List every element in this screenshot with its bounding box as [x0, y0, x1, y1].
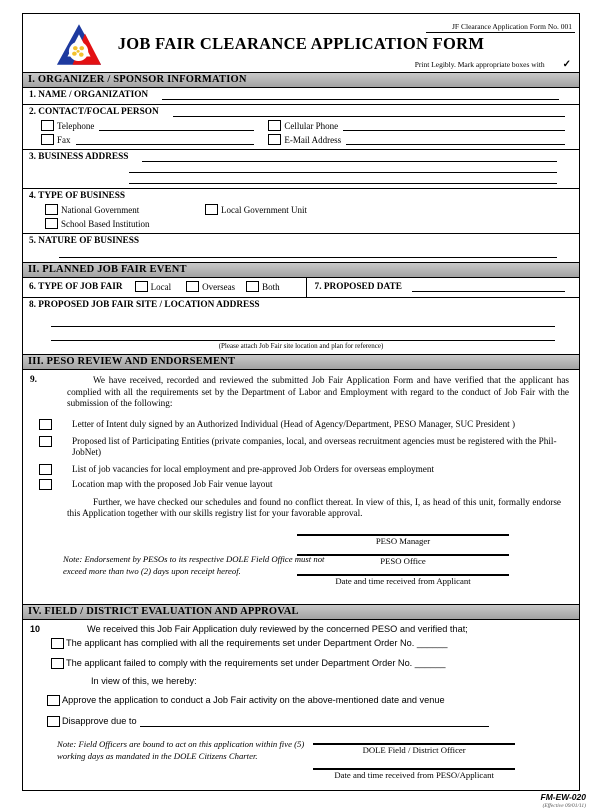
letter-of-intent-checkbox[interactable] [39, 419, 52, 430]
overseas-checkbox[interactable] [186, 281, 199, 292]
letter-of-intent-label: Letter of Intent duly signed by an Authorized Individual (Head of Agency/Department, PESO Manager, SUC President ) [72, 418, 516, 429]
email-checkbox[interactable] [268, 134, 281, 145]
email-label: E-Mail Address [284, 135, 342, 145]
hereby-text: In view of this, we hereby: [91, 676, 197, 687]
field-evaluation-intro: We received this Job Fair Application duly reviewed by the concerned PESO and verified that; [87, 624, 468, 635]
instruction-row [23, 57, 579, 72]
disapprove-checkbox[interactable] [47, 716, 60, 727]
school-based-line [45, 218, 205, 229]
title-row [23, 34, 579, 57]
requirement-letter-of-intent [27, 419, 571, 430]
fax-line [29, 134, 268, 145]
district-officer-signature-line[interactable] [313, 738, 515, 745]
form-footer [0, 793, 600, 809]
fax-checkbox[interactable] [41, 134, 54, 145]
email-line [268, 134, 573, 145]
local-label: Local [150, 281, 172, 292]
school-based-label: School Based Institution [61, 218, 150, 229]
district-officer-label: DOLE Field / District Officer [362, 745, 466, 756]
dole-logo-icon [56, 23, 102, 66]
requirement-participating-entities [27, 436, 571, 458]
nature-of-business-field[interactable] [59, 249, 557, 258]
approve-option [47, 695, 573, 707]
national-government-line [45, 204, 205, 215]
requirement-job-vacancies [27, 464, 571, 475]
jobfair-type-cell [23, 278, 307, 297]
field-date-received-label: Date and time received from PESO/Applicant [334, 770, 494, 781]
disapprove-option [47, 716, 573, 728]
peso-review-intro: We have received, recorded and reviewed the submitted Job Fair Application Form and have verified that the applicant has complied with all the requirements set by the Department of Labor and Employment with regard to the conduct of Job Fair with the submission of the following: [67, 375, 569, 409]
contact-person-row [23, 104, 579, 149]
requirement-location-map [27, 479, 571, 490]
peso-review-body [23, 370, 579, 604]
job-vacancies-checkbox[interactable] [39, 464, 52, 475]
cellular-phone-label: Cellular Phone [284, 121, 339, 131]
complied-option [51, 638, 573, 650]
national-government-label: National Government [61, 204, 140, 215]
complied-checkbox[interactable] [51, 638, 64, 649]
failed-label: The applicant failed to comply with the requirements set under Department Order No. ______ [66, 657, 446, 668]
form-title: JOB FAIR CLEARANCE APPLICATION FORM [117, 34, 485, 53]
instruction-text: Print Legibly. Mark appropriate boxes with [414, 60, 545, 69]
cellular-line [268, 120, 573, 131]
field-evaluation-body [23, 620, 579, 790]
fax-field[interactable] [76, 135, 255, 145]
disapprove-reason-field[interactable] [140, 716, 489, 727]
type-of-business-row [23, 188, 579, 233]
field-signature-area [27, 738, 573, 783]
business-address-field-3[interactable] [129, 176, 557, 184]
participating-entities-label: Proposed list of Participating Entities (private companies, local, and overseas recruitment agencies must be registered with the Phil-JobNet) [72, 436, 557, 458]
approve-label: Approve the application to conduct a Job Fair activity on the above-mentioned date and venue [62, 695, 445, 706]
section1-header: I. ORGANIZER / SPONSOR INFORMATION [23, 72, 579, 88]
location-map-label: Location map with the proposed Job Fair venue layout [72, 478, 273, 489]
form-effective-date: (Effective 09/01/11) [542, 802, 586, 809]
section3-header: III. PESO REVIEW AND ENDORSEMENT [23, 354, 579, 370]
type-of-business-label: 4. TYPE OF BUSINESS [29, 191, 126, 201]
peso-date-received-label: Date and time received from Applicant [335, 576, 471, 587]
contact-person-label: 2. CONTACT/FOCAL PERSON [29, 107, 159, 117]
jobfair-site-note: (Please attach Job Fair site location and plan for reference) [218, 342, 384, 350]
form-number: JF Clearance Application Form No. 001 [426, 22, 575, 33]
section2-header: II. PLANNED JOB FAIR EVENT [23, 262, 579, 278]
email-field[interactable] [346, 135, 565, 145]
proposed-date-field[interactable] [412, 282, 565, 292]
telephone-line [29, 120, 268, 131]
peso-manager-label: PESO Manager [375, 536, 431, 547]
peso-office-label: PESO Office [380, 556, 426, 567]
jobfair-site-label: 8. PROPOSED JOB FAIR SITE / LOCATION ADDRESS [29, 300, 260, 310]
failed-checkbox[interactable] [51, 658, 64, 669]
school-based-checkbox[interactable] [45, 218, 58, 229]
form-code: FM-EW-020 [540, 792, 586, 803]
telephone-field[interactable] [99, 121, 254, 131]
jobfair-type-date-row [23, 278, 579, 297]
field-date-received-line[interactable] [313, 763, 515, 770]
job-vacancies-label: List of job vacancies for local employment and pre-approved Job Orders for overseas employment [72, 464, 435, 475]
name-organization-field[interactable] [162, 90, 559, 100]
name-organization-label: 1. NAME / ORGANIZATION [29, 90, 149, 100]
local-checkbox[interactable] [135, 281, 148, 292]
business-address-field-1[interactable] [142, 152, 557, 162]
item9-number: 9. [30, 375, 37, 385]
fax-label: Fax [57, 135, 71, 145]
national-government-checkbox[interactable] [45, 204, 58, 215]
business-address-row [23, 149, 579, 188]
peso-signature-area [27, 529, 571, 599]
cellular-phone-checkbox[interactable] [268, 120, 281, 131]
complied-label: The applicant has complied with all the requirements set under Department Order No. ______ [66, 638, 448, 649]
jobfair-site-field-1[interactable] [51, 316, 555, 327]
nature-of-business-row [23, 233, 579, 262]
both-label: Both [262, 281, 280, 292]
both-checkbox[interactable] [246, 281, 259, 292]
form-number-row [23, 14, 579, 34]
proposed-date-cell [307, 278, 579, 297]
overseas-label: Overseas [202, 281, 236, 292]
local-government-label: Local Government Unit [221, 204, 307, 215]
name-organization-row [23, 88, 579, 104]
checkmark-icon: ✓ [562, 59, 571, 70]
contact-person-field[interactable] [173, 107, 565, 117]
field-officer-note: Note: Field Officers are bound to act on this application within five (5) working days as mandated in the DOLE Citizens Charter. [57, 739, 305, 762]
business-address-field-2[interactable] [129, 165, 557, 173]
jobfair-site-field-2[interactable] [51, 330, 555, 341]
telephone-checkbox[interactable] [41, 120, 54, 131]
location-map-checkbox[interactable] [39, 479, 52, 490]
local-government-checkbox[interactable] [205, 204, 218, 215]
approve-checkbox[interactable] [47, 695, 60, 706]
section4-header: IV. FIELD / DISTRICT EVALUATION AND APPROVAL [23, 604, 579, 620]
jobfair-type-label: 6. TYPE OF JOB FAIR [29, 281, 123, 292]
peso-manager-signature-line[interactable] [297, 529, 509, 536]
peso-note: Note: Endorsement by PESOs to its respective DOLE Field Office must not exceed more than two (2) days upon receipt hereof. [63, 554, 325, 576]
proposed-date-label: 7. PROPOSED DATE [314, 282, 402, 292]
cellular-phone-field[interactable] [343, 121, 565, 131]
participating-entities-checkbox[interactable] [39, 436, 52, 447]
failed-option [51, 658, 573, 670]
form-container [22, 13, 580, 791]
nature-of-business-label: 5. NATURE OF BUSINESS [29, 236, 140, 246]
peso-endorsement-text: Further, we have checked our schedules and found no conflict thereat. In view of this, I, as head of this unit, formally endorse this Application together with our skills registry list for your favorable approval. [67, 496, 561, 519]
telephone-label: Telephone [57, 121, 95, 131]
item10-number: 10 [30, 624, 41, 635]
business-address-label: 3. BUSINESS ADDRESS [29, 152, 129, 162]
local-government-line [205, 204, 312, 215]
disapprove-label: Disapprove due to [62, 715, 137, 726]
jobfair-site-row [23, 297, 579, 354]
